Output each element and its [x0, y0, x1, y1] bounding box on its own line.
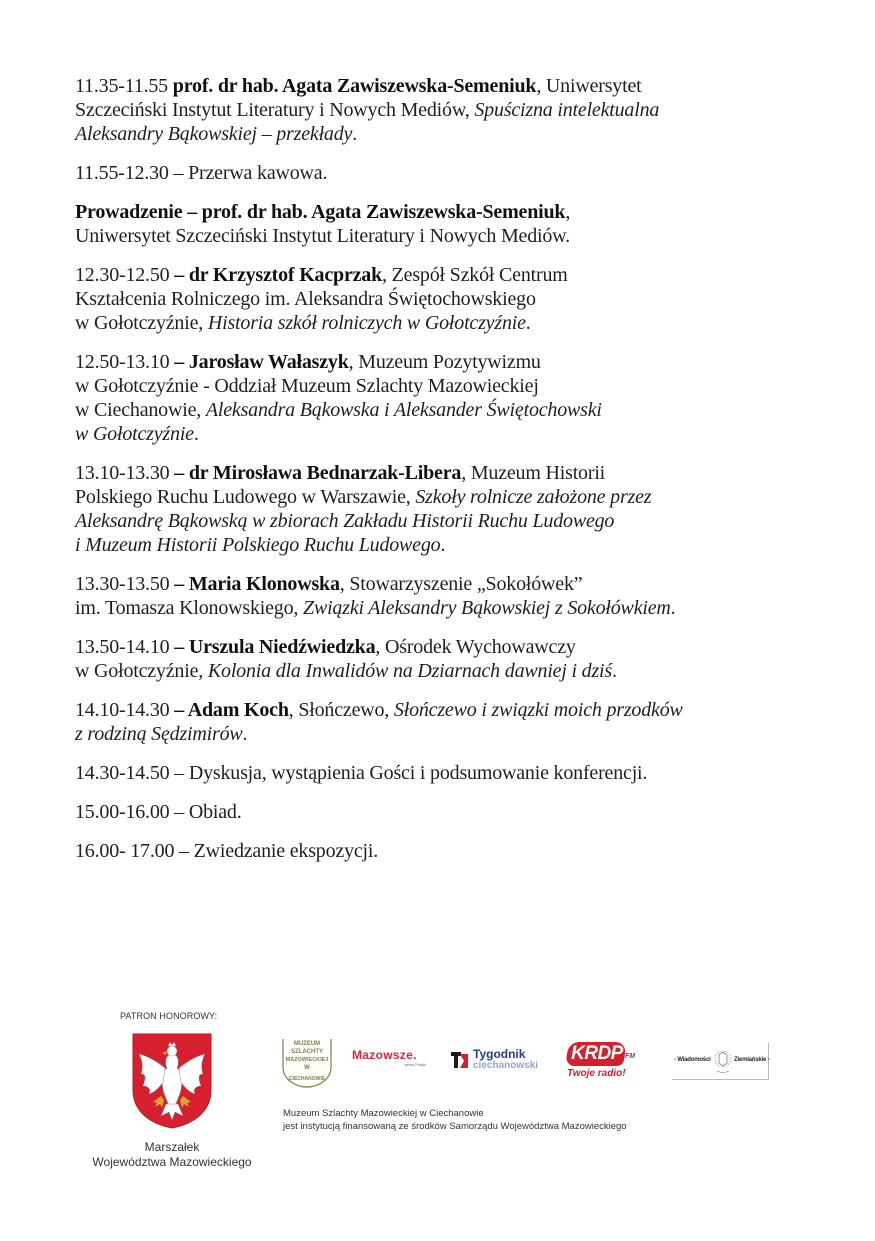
program-entry	[75, 800, 805, 824]
talk-title: i Muzeum Historii Polskiego Ruchu Ludowego	[75, 534, 441, 556]
program-text: , Stowarzyszenie „Sokołówek”	[339, 573, 583, 595]
program-entry-line	[75, 509, 805, 533]
tygodnik-mark-icon	[451, 1050, 469, 1070]
museum-logo-line: W	[304, 1065, 310, 1071]
program-entry	[75, 839, 805, 863]
program-entry-line	[75, 659, 805, 683]
krdp-logo-name: KRDP	[571, 1043, 623, 1064]
tygodnik-logo-subtitle: ciechanowski	[473, 1060, 539, 1071]
program-entry	[75, 698, 805, 746]
speaker-name: – Adam Koch	[174, 699, 289, 721]
program-entry	[75, 200, 805, 248]
krdp-fm-logo	[563, 1040, 643, 1084]
program-text: 13.10-13.30	[75, 462, 175, 484]
program-text: 12.50-13.10	[75, 351, 175, 373]
program-text: , Uniwersytet	[536, 75, 642, 97]
talk-title: Szkoły rolnicze założone przez	[415, 486, 652, 508]
mazowsze-logo	[352, 1048, 430, 1072]
talk-title: Historia szkół rolniczych w Gołotczyźnie	[207, 312, 526, 334]
krdp-logo-fm: .FM	[623, 1053, 636, 1060]
speaker-name: – dr Krzysztof Kacprzak	[174, 264, 383, 286]
marshal-region: Województwa Mazowieckiego	[92, 1155, 252, 1169]
program-entry-line	[75, 572, 805, 596]
museum-logo-line: CIECHANOWIE	[288, 1076, 326, 1082]
program-entry-line	[75, 224, 805, 248]
program-entry	[75, 635, 805, 683]
tygodnik-logo-title: Tygodnik	[473, 1047, 526, 1061]
program-entry-line	[75, 422, 805, 446]
program-text: 14.30-14.50 – Dyskusja, wystąpienia Gości i podsumowanie konferencji.	[75, 762, 648, 784]
program-entry-line	[75, 98, 805, 122]
talk-title: Kolonia dla Inwalidów na Dziarnach dawniej i dziś	[207, 660, 612, 682]
museum-szlachty-logo-icon	[279, 1037, 335, 1089]
museum-logo-line: MAZOWIECKIEJ	[285, 1057, 329, 1063]
program-text: 15.00-16.00 – Obiad.	[75, 801, 242, 823]
program-text: w Gołotczyźnie,	[75, 312, 208, 334]
program-entry	[75, 263, 805, 335]
program-entry-line	[75, 698, 805, 722]
program-text: w Gołotczyźnie - Oddział Muzeum Szlachty Mazowieckiej	[75, 375, 539, 397]
funding-note	[283, 1107, 627, 1133]
speaker-name: – Maria Klonowska	[174, 573, 340, 595]
funding-line-institution: Muzeum Szlachty Mazowieckiej w Ciechanowie	[283, 1108, 484, 1119]
program-text: , Zespół Szkół Centrum	[382, 264, 568, 286]
program-text: , Słończewo,	[288, 699, 394, 721]
program-text: .	[612, 660, 617, 682]
mazowsze-logo-word: Mazowsze.	[352, 1048, 417, 1062]
program-text: .	[352, 123, 358, 145]
program-text: , Muzeum Pozytywizmu	[348, 351, 541, 373]
speaker-name: Prowadzenie – prof. dr hab. Agata Zawiszewska-Semeniuk	[75, 201, 566, 223]
program-entry-line	[75, 122, 805, 146]
mazowsze-logo-slogan: serce Polski	[404, 1062, 426, 1067]
program-entry	[75, 572, 805, 620]
museum-logo-line: MUZEUM	[293, 1041, 321, 1047]
program-entry-line	[75, 596, 805, 620]
talk-title: Aleksandra Bąkowska i Aleksander Świętochowski	[205, 399, 602, 421]
program-text: 13.30-13.50	[75, 573, 175, 595]
program-entry	[75, 461, 805, 557]
program-text: , Muzeum Historii	[461, 462, 606, 484]
talk-title: z rodziną Sędzimirów	[75, 723, 243, 745]
program-entry-line	[75, 398, 805, 422]
program-text: .	[525, 312, 531, 334]
talk-title: Słończewo i związki moich przodków	[393, 699, 683, 721]
program-entry-line	[75, 533, 805, 557]
talk-title: w Gołotczyźnie	[75, 423, 194, 445]
program-entry	[75, 161, 805, 185]
wiadomosci-logo-left: - Wiadomości	[674, 1057, 711, 1063]
program-text: 11.35-11.55	[75, 75, 173, 97]
program-text: ,	[565, 201, 571, 223]
program-entry-line	[75, 161, 805, 185]
talk-title: Spuścizna intelektualna	[474, 99, 660, 121]
program-entry-line	[75, 461, 805, 485]
marshal-title: Marszałek	[144, 1140, 200, 1154]
talk-title: Związki Aleksandry Bąkowskiej z Sokołówkiem	[303, 597, 671, 619]
program-text: Kształcenia Rolniczego im. Aleksandra Świętochowskiego	[75, 288, 536, 310]
program-text: im. Tomasza Klonowskiego,	[75, 597, 304, 619]
program-text: 16.00- 17.00 – Zwiedzanie ekspozycji.	[75, 840, 379, 862]
program-text: , Ośrodek Wychowawczy	[375, 636, 576, 658]
program-entry-line	[75, 374, 805, 398]
program-text: 12.30-12.50	[75, 264, 175, 286]
program-entry	[75, 761, 805, 785]
program-text: Szczeciński Instytut Literatury i Nowych Mediów,	[75, 99, 475, 121]
talk-title: Aleksandrę Bąkowską w zbiorach Zakładu Historii Ruchu Ludowego	[75, 510, 615, 532]
program-text: w Ciechanowie,	[75, 399, 206, 421]
program-text: Polskiego Ruchu Ludowego w Warszawie,	[75, 486, 416, 508]
patron-label: PATRON HONOROWY:	[120, 1011, 218, 1021]
speaker-name: – dr Mirosława Bednarzak-Libera	[174, 462, 462, 484]
program-entry-line	[75, 485, 805, 509]
program-entry-line	[75, 635, 805, 659]
program-text: .	[670, 597, 676, 619]
program-text: .	[440, 534, 446, 556]
program-entry-line	[75, 311, 805, 335]
program-entry-line	[75, 800, 805, 824]
program-entry-line	[75, 839, 805, 863]
speaker-name: – Urszula Niedźwiedzka	[174, 636, 376, 658]
program-text: w Gołotczyźnie,	[75, 660, 208, 682]
program-entry-line	[75, 74, 805, 98]
wiadomosci-ziemianskie-logo	[672, 1043, 769, 1080]
speaker-name: prof. dr hab. Agata Zawiszewska-Semeniuk	[172, 75, 537, 97]
speaker-name: – Jarosław Wałaszyk	[174, 351, 349, 373]
program-text: Uniwersytet Szczeciński Instytut Literatury i Nowych Mediów.	[75, 225, 570, 247]
museum-logo-line: SZLACHTY	[291, 1049, 323, 1055]
program-entry-line	[75, 722, 805, 746]
program-text: .	[193, 423, 199, 445]
wiadomosci-logo-right: Ziemiańskie -	[734, 1057, 770, 1063]
talk-title: Aleksandry Bąkowskiej – przekłady	[75, 123, 353, 145]
program-entry-line	[75, 287, 805, 311]
tygodnik-ciechanowski-logo	[451, 1047, 539, 1076]
program-entry	[75, 350, 805, 446]
program-entry-line	[75, 350, 805, 374]
program-text: .	[242, 723, 248, 745]
program-entry-line	[75, 263, 805, 287]
funding-line-financing: jest instytucją finansowaną ze środków Samorządu Województwa Mazowieckiego	[283, 1121, 627, 1132]
program-entry-line	[75, 200, 805, 224]
conference-program	[75, 74, 805, 878]
krdp-logo-slogan: Twoje radio!	[567, 1068, 626, 1079]
patron-name	[80, 1140, 264, 1170]
wiadomosci-emblem-icon	[713, 1047, 733, 1075]
program-text: 14.10-14.30	[75, 699, 175, 721]
program-entry-line	[75, 761, 805, 785]
program-entry	[75, 74, 805, 146]
mazovia-eagle-coat-of-arms-icon	[131, 1032, 213, 1130]
program-text: 13.50-14.10	[75, 636, 175, 658]
program-text: 11.55-12.30 – Przerwa kawowa.	[75, 162, 328, 184]
